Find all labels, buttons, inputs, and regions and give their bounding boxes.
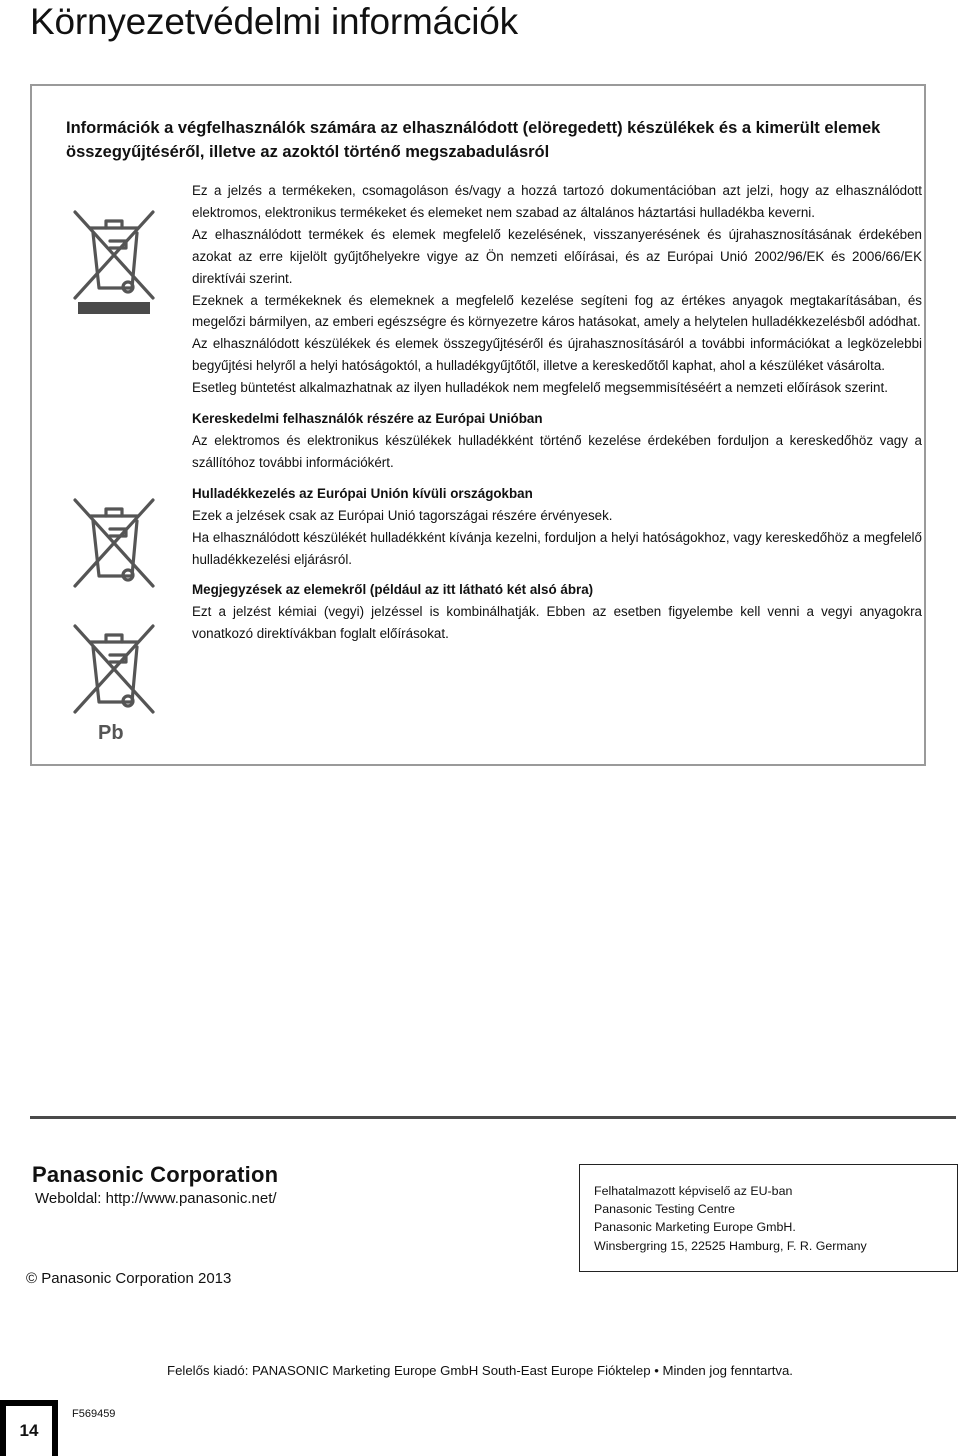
- publisher-line: Felelős kiadó: PANASONIC Marketing Europe GmbH South-East Europe Fióktelep • Minden jog fenntartva.: [167, 1363, 793, 1378]
- document-code: F569459: [72, 1408, 116, 1420]
- paragraph-penalty: Esetleg büntetést alkalmazhatnak az ilyen hulladékok nem megfelelő megsemmisítéséért a nemzeti előírások szerint.: [192, 380, 888, 396]
- business-users-text: Az elektromos és elektronikus készülékek hulladékként történő kezelése érdekében forduljon a kereskedőhöz vagy a szállítóhoz további információkért.: [192, 432, 922, 470]
- rep-line: Felhatalmazott képviselő az EU-ban: [594, 1184, 793, 1198]
- page-title: Környezetvédelmi információk: [30, 1, 518, 42]
- page-number-box: [0, 1400, 58, 1456]
- batteries-heading: Megjegyzések az elemekről (például az itt látható két alsó ábra): [192, 582, 594, 598]
- environment-info-box: [30, 84, 926, 766]
- weee-bin-icon: [70, 492, 158, 592]
- batteries-text: Ezt a jelzést kémiai (vegyi) jelzéssel is kombinálhatják. Ebben az esetben figyelembe kell venni a vegyi anyagokra vonatkozó direktívákban foglalt előírásokat.: [192, 604, 922, 642]
- intro-line-1: Információk a végfelhasználók számára az elhasználódott (elöregedett) készülékek és a kimerült elemek: [66, 119, 881, 137]
- non-eu-text-2: Ha elhasználódott készülékét hulladékként kívánja kezelni, forduljon a helyi hatóságokhoz, vagy kereskedőhöz a megfelelő hulladékkezelési eljárásról.: [192, 529, 922, 567]
- business-users-heading: Kereskedelmi felhasználók részére az Európai Unióban: [192, 411, 543, 427]
- rep-line: Winsbergring 15, 22525 Hamburg, F. R. Germany: [594, 1238, 867, 1253]
- non-eu-heading: Hulladékkezelés az Európai Unión kívüli országokban: [192, 485, 533, 501]
- paragraph-symbol-meaning: Ez a jelzés a termékeken, csomagoláson és/vagy a hozzá tartozó dokumentációban azt jelzi, hogy az elhasználódott elektromos, elektronikus termékeket és elemeket nem szabad az általános háztartási hulladékba keverni.: [192, 183, 922, 220]
- company-name: Panasonic Corporation: [32, 1162, 279, 1187]
- non-eu-text-1: Ezek a jelzések csak az Európai Unió tagországai részére érvényesek.: [192, 507, 613, 523]
- rep-line: Panasonic Marketing Europe GmbH.: [594, 1220, 796, 1235]
- website-link[interactable]: Weboldal: http://www.panasonic.net/: [35, 1190, 277, 1207]
- paragraph-more-info: Az elhasználódott készülékek és elemek összegyűjtéséről és újrahasznosításáról a további információkat a legközelebbi begyűjtési helyről a helyi hatóságoktól, a hulladékgyűjtőtől, illetve a kereskedőtől kaphat, ahol a készüléket vásárolta.: [192, 336, 922, 374]
- paragraph-benefits: Ezeknek a termékeknek és elemeknek a megfelelő kezelése segíteni fog az értékes anyagok megtakarításában, és megelőzi bármilyen, az emberi egészségre és környezetre káros hatásokat, amely a helytelen hulladékkezelésből adódhat.: [192, 292, 922, 330]
- paragraph-collection: Az elhasználódott termékek és elemek megfelelő kezelésének, visszanyerésének és újrahasznosításának érdekében azokat az erre kijelölt gyűjtőhelyekre vigye az Ön nemzeti előírásai, és az Európai Unió 2002/96/EK és 2006/66/EK direktívái szerint.: [192, 226, 922, 286]
- weee-bin-pb-icon: [70, 618, 158, 718]
- weee-bin-with-bar-icon: [70, 204, 158, 316]
- rep-line: Panasonic Testing Centre: [594, 1202, 735, 1217]
- intro-line-2: összegyűjtéséről, illetve az azoktól történő megszabadulásról: [66, 143, 550, 161]
- eu-representative-box: [579, 1164, 958, 1272]
- lead-chemical-symbol: Pb: [98, 722, 124, 744]
- copyright-notice: © Panasonic Corporation 2013: [26, 1270, 232, 1287]
- info-body: [192, 180, 922, 645]
- footer-divider: [30, 1116, 956, 1119]
- page-number: 14: [6, 1406, 52, 1456]
- intro-heading: [66, 116, 916, 164]
